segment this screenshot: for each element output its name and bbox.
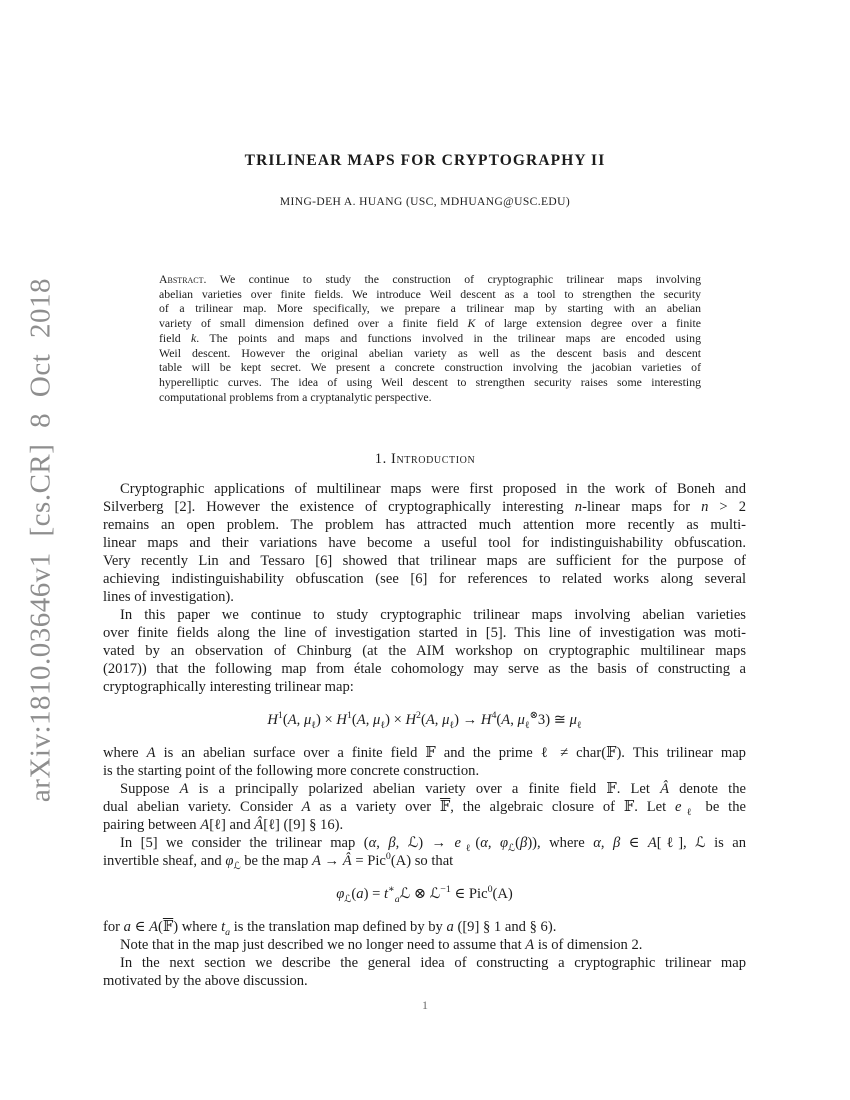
- abstract-line: abelian varieties over finite fields. We introduce Weil descent as a tool to strengthen the security: [159, 286, 701, 301]
- text-line: remains an open problem. The problem has attracted much attention more recently as multi-: [103, 517, 746, 533]
- body-text: [103, 480, 746, 990]
- paragraph: [103, 936, 746, 954]
- text-line: linear maps and their variations have become a useful tool for indistinguishability obfuscation.: [103, 535, 746, 551]
- text-line: where A is an abelian surface over a finite field 𝔽 and the prime ℓ ≠ char(𝔽). This trilinear map: [103, 745, 746, 761]
- text-line: In the next section we describe the general idea of constructing a cryptographic trilinear map: [120, 955, 746, 971]
- abstract-line: of a trilinear map. More specifically, we prepare a trilinear map by starting with an abelian: [159, 301, 701, 316]
- paper-title: TRILINEAR MAPS FOR CRYPTOGRAPHY II: [244, 152, 606, 169]
- text-line: In [5] we consider the trilinear map (α, β, ℒ) → $e_\ell(\alpha$, $\varphi_ℒ(\beta)$), where α, β ∈ A[ℓ], ℒ is an: [120, 835, 746, 854]
- paragraph: [103, 780, 746, 834]
- text-line: cryptographically interesting trilinear map:: [103, 679, 354, 695]
- text-line: for a ∈ A(𝔽) where $t_a$ is the translation map defined by by a ([9] § 1 and § 6).: [103, 919, 557, 938]
- abstract: [159, 272, 701, 404]
- abstract-line: Abstract. We continue to study the construction of cryptographic trilinear maps involving: [159, 272, 701, 286]
- paragraph: [103, 606, 746, 696]
- text-line: achieving indistinguishability obfuscation (see [6] for references to related works along several: [103, 571, 746, 587]
- text-line: Silverberg [2]. However the existence of cryptographically interesting n-linear maps for n > 2: [103, 499, 746, 515]
- paragraph: [103, 834, 746, 870]
- paragraph: [103, 744, 746, 780]
- text-line: invertible sheaf, and $\varphi_ℒ$ be the map A → Â = Pic$^0$(A) so that: [103, 851, 454, 872]
- paragraph: [103, 954, 746, 990]
- abstract-line: variety of small dimension defined over a finite field K of large extension degree over a finite: [159, 316, 702, 331]
- abstract-line: field k. The points and maps and functions involved in the trilinear maps are encoded using: [159, 330, 701, 345]
- text-line: lines of investigation).: [103, 589, 234, 605]
- equation-cohomology-trilinear-map: $H^1(A$, $\mu_\ell) \times H^1(A$, $\mu_\ell) \times H^2(A$, $\mu_\ell) \to H^4(A$, $\mu_\ell^\otimes 3$) ≅ $\mu_\ell$: [267, 710, 582, 731]
- text-line: Note that in the map just described we no longer need to assume that A is of dimension 2.: [120, 937, 643, 953]
- abstract-line: Weil descent. However the original abelian variety as well as the descent basis and descent: [159, 345, 701, 360]
- text-line: Cryptographic applications of multilinear maps were first proposed in the work of Boneh and: [120, 481, 746, 497]
- text-line: is the starting point of the following more concrete construction.: [103, 763, 480, 779]
- abstract-line: hyperelliptic curves. The idea of using Weil descent to strengthen security raises some interesting: [159, 374, 701, 389]
- text-line: Suppose A is a principally polarized abelian variety over a finite field 𝔽. Let Â denote the: [120, 781, 747, 797]
- text-line: Very recently Lin and Tessaro [6] showed that trilinear maps are sufficient for the purpose of: [103, 553, 746, 569]
- section-heading-introduction: 1. Introduction: [374, 451, 476, 467]
- abstract-line: computational problems from a cryptanalytic perspective.: [159, 389, 432, 404]
- text-line: motivated by the above discussion.: [103, 973, 308, 989]
- paragraph: [103, 480, 746, 606]
- text-line: (2017)) that the following map from étale cohomology may serve as the basis of constructing a: [103, 661, 746, 677]
- text-line: vated by an observation of Chinburg (at the AIM workshop on cryptographic multilinear maps: [103, 643, 746, 659]
- text-line: over finite fields along the line of investigation started in [5]. This line of investigation was moti-: [103, 625, 746, 641]
- text-line: dual abelian variety. Consider A as a variety over 𝔽, the algebraic closure of 𝔽. Let $e_\ell$ be the: [103, 799, 746, 818]
- arxiv-watermark: arXiv:1810.03646v1 [cs.CR] 8 Oct 2018: [24, 277, 57, 803]
- abstract-line: table will be kept secret. We present a concrete construction involving the jacobian varieties of: [159, 360, 701, 375]
- text-line: In this paper we continue to study cryptographic trilinear maps involving abelian varieties: [120, 607, 746, 623]
- text-line: pairing between A[ℓ] and Â[ℓ] ([9] § 16).: [103, 817, 344, 833]
- paragraph: [103, 918, 746, 936]
- page-number: 1: [422, 998, 428, 1012]
- equation-phi-L-definition: $\varphi_ℒ(a)$ = $t^∗_aℒ$ ⊗ ℒ$^{-1}$ ∈ Pic$^0$(A): [336, 884, 513, 905]
- author-line: MING-DEH A. HUANG (USC, MDHUANG@USC.EDU): [279, 196, 571, 208]
